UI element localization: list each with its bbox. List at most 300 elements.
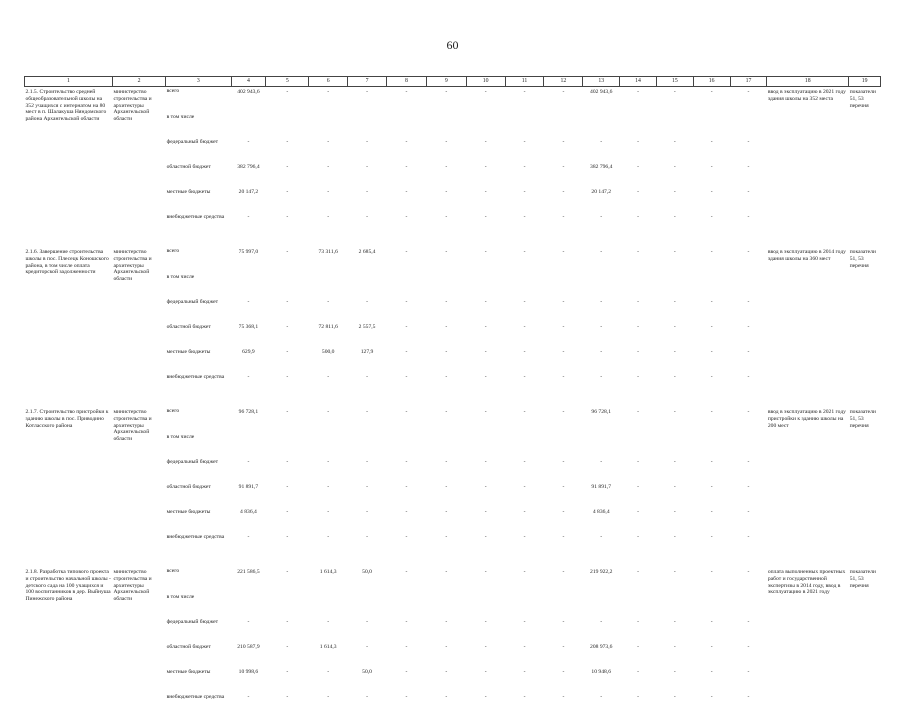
amount-cell: - — [656, 457, 693, 482]
amount-cell: - — [426, 347, 466, 372]
amount-cell — [386, 592, 426, 617]
amount-cell — [466, 592, 505, 617]
amount-cell: - — [730, 482, 767, 507]
spacer-cell — [25, 237, 881, 247]
amount-cell: - — [730, 372, 767, 397]
block-spacer — [25, 557, 881, 567]
amount-cell: - — [426, 567, 466, 592]
amount-cell: 91 891,7 — [231, 482, 266, 507]
amount-cell: - — [231, 532, 266, 557]
funding-source-cell: внебюджетные средства — [166, 692, 231, 717]
amount-cell: - — [505, 482, 544, 507]
amount-cell: - — [266, 212, 309, 237]
amount-cell: - — [693, 617, 730, 642]
spacer-cell — [25, 557, 881, 567]
amount-cell: - — [656, 617, 693, 642]
amount-cell: 96 728,1 — [583, 407, 620, 432]
amount-cell: - — [426, 457, 466, 482]
amount-cell: - — [426, 212, 466, 237]
funding-source-cell: внебюджетные средства — [166, 372, 231, 397]
amount-cell: - — [620, 617, 657, 642]
amount-cell: - — [693, 87, 730, 113]
amount-cell — [505, 432, 544, 457]
amount-cell: - — [466, 667, 505, 692]
amount-cell: - — [348, 187, 387, 212]
amount-cell: - — [693, 507, 730, 532]
amount-cell: - — [466, 642, 505, 667]
amount-cell: - — [544, 667, 583, 692]
amount-cell: - — [348, 692, 387, 717]
amount-cell: - — [266, 507, 309, 532]
amount-cell — [693, 112, 730, 137]
amount-cell: - — [583, 212, 620, 237]
amount-cell: - — [266, 567, 309, 592]
amount-cell: 4 836,4 — [231, 507, 266, 532]
amount-cell: - — [693, 667, 730, 692]
amount-cell: - — [583, 347, 620, 372]
amount-cell: - — [505, 372, 544, 397]
amount-cell: - — [505, 567, 544, 592]
expected-result-cell: ввод в эксплуатацию в 2021 году пристройки к зданию школы на 200 мест — [767, 407, 849, 557]
amount-cell: - — [466, 532, 505, 557]
amount-cell: - — [505, 137, 544, 162]
financing-row — [25, 567, 881, 592]
amount-cell: - — [231, 692, 266, 717]
amount-cell: - — [656, 212, 693, 237]
amount-cell — [656, 592, 693, 617]
indicators-cell: показатели 51, 53 перечня — [849, 87, 881, 238]
executor-cell: министерство строительства и архитектуры Архангельской области — [112, 87, 165, 238]
amount-cell: 402 943,6 — [583, 87, 620, 113]
amount-cell: - — [309, 617, 348, 642]
block-spacer — [25, 397, 881, 407]
amount-cell: - — [693, 162, 730, 187]
funding-source-cell: федеральный бюджет — [166, 137, 231, 162]
amount-cell: - — [426, 667, 466, 692]
amount-cell: 382 796,4 — [583, 162, 620, 187]
amount-cell: - — [386, 482, 426, 507]
amount-cell: - — [386, 507, 426, 532]
funding-source-cell: федеральный бюджет — [166, 297, 231, 322]
amount-cell: 127,9 — [348, 347, 387, 372]
amount-cell: - — [730, 187, 767, 212]
amount-cell: - — [544, 372, 583, 397]
amount-cell: - — [466, 247, 505, 272]
amount-cell: - — [505, 532, 544, 557]
amount-cell: - — [266, 162, 309, 187]
amount-cell: - — [544, 692, 583, 717]
amount-cell: 4 836,4 — [583, 507, 620, 532]
amount-cell: - — [693, 457, 730, 482]
amount-cell: - — [656, 667, 693, 692]
amount-cell: - — [730, 532, 767, 557]
amount-cell: 72 811,6 — [309, 322, 348, 347]
amount-cell — [730, 112, 767, 137]
amount-cell: - — [426, 187, 466, 212]
amount-cell: - — [466, 617, 505, 642]
amount-cell: - — [730, 137, 767, 162]
executor-cell: министерство строительства и архитектуры Архангельской области — [112, 567, 165, 717]
amount-cell: - — [309, 457, 348, 482]
amount-cell: - — [309, 667, 348, 692]
amount-cell: 2 685,4 — [348, 247, 387, 272]
indicators-cell: показатели 51, 53 перечня — [849, 247, 881, 397]
column-number-7: 7 — [348, 77, 387, 87]
amount-cell: - — [620, 642, 657, 667]
amount-cell: - — [656, 347, 693, 372]
amount-cell: - — [620, 247, 657, 272]
amount-cell: - — [266, 87, 309, 113]
amount-cell: - — [426, 137, 466, 162]
funding-source-cell: в том числе — [166, 112, 231, 137]
amount-cell — [656, 112, 693, 137]
amount-cell: - — [466, 507, 505, 532]
amount-cell: - — [386, 532, 426, 557]
column-number-13: 13 — [583, 77, 620, 87]
amount-cell: - — [266, 322, 309, 347]
funding-source-cell: местные бюджеты — [166, 347, 231, 372]
amount-cell — [620, 112, 657, 137]
amount-cell: - — [730, 457, 767, 482]
amount-cell: - — [544, 162, 583, 187]
amount-cell: 402 943,6 — [231, 87, 266, 113]
amount-cell — [620, 272, 657, 297]
amount-cell: - — [309, 407, 348, 432]
amount-cell: - — [544, 87, 583, 113]
amount-cell: 50,0 — [348, 567, 387, 592]
amount-cell: - — [505, 617, 544, 642]
column-number-15: 15 — [656, 77, 693, 87]
amount-cell — [466, 272, 505, 297]
amount-cell: - — [386, 407, 426, 432]
amount-cell — [309, 432, 348, 457]
amount-cell: - — [386, 372, 426, 397]
page-number: 60 — [0, 38, 905, 53]
amount-cell: - — [348, 137, 387, 162]
amount-cell: - — [426, 162, 466, 187]
amount-cell: - — [730, 617, 767, 642]
funding-source-cell: федеральный бюджет — [166, 617, 231, 642]
funding-source-cell: в том числе — [166, 432, 231, 457]
amount-cell: 96 728,1 — [231, 407, 266, 432]
amount-cell: - — [386, 87, 426, 113]
column-number-8: 8 — [386, 77, 426, 87]
amount-cell: - — [348, 617, 387, 642]
funding-source-cell: местные бюджеты — [166, 667, 231, 692]
amount-cell: - — [583, 137, 620, 162]
column-number-2: 2 — [112, 77, 165, 87]
amount-cell: - — [466, 187, 505, 212]
amount-cell — [505, 272, 544, 297]
amount-cell: - — [544, 457, 583, 482]
amount-cell: 208 973,6 — [583, 642, 620, 667]
amount-cell — [544, 112, 583, 137]
amount-cell: - — [693, 322, 730, 347]
amount-cell: - — [231, 457, 266, 482]
funding-source-cell: всего — [166, 567, 231, 592]
amount-cell: - — [386, 692, 426, 717]
amount-cell: - — [730, 87, 767, 113]
amount-cell: - — [583, 247, 620, 272]
amount-cell: - — [309, 532, 348, 557]
amount-cell: - — [309, 212, 348, 237]
amount-cell: - — [544, 642, 583, 667]
expected-result-cell: ввод в эксплуатацию в 2014 году здания школы на 360 мест — [767, 247, 849, 397]
amount-cell: - — [466, 407, 505, 432]
amount-cell: - — [231, 297, 266, 322]
amount-cell: 382 796,4 — [231, 162, 266, 187]
column-number-10: 10 — [466, 77, 505, 87]
amount-cell — [620, 432, 657, 457]
amount-cell: - — [693, 212, 730, 237]
amount-cell — [693, 592, 730, 617]
amount-cell: - — [426, 642, 466, 667]
amount-cell: 75 997,0 — [231, 247, 266, 272]
amount-cell: - — [620, 187, 657, 212]
amount-cell: - — [386, 187, 426, 212]
amount-cell: 10 998,6 — [231, 667, 266, 692]
amount-cell — [266, 272, 309, 297]
amount-cell: - — [505, 162, 544, 187]
amount-cell: - — [348, 642, 387, 667]
amount-cell — [426, 592, 466, 617]
amount-cell: - — [309, 692, 348, 717]
table-body — [25, 87, 881, 717]
amount-cell: - — [693, 137, 730, 162]
financing-row — [25, 87, 881, 113]
amount-cell: - — [544, 617, 583, 642]
amount-cell: - — [730, 642, 767, 667]
column-number-19: 19 — [849, 77, 881, 87]
amount-cell: - — [466, 692, 505, 717]
amount-cell: - — [426, 87, 466, 113]
amount-cell: - — [583, 372, 620, 397]
measure-name-cell: 2.1.6. Завершение строительства школы в пос. Плесецк Коношского района, в том числе оплата кредиторской задолженности — [25, 247, 113, 397]
amount-cell: - — [231, 617, 266, 642]
amount-cell: - — [693, 407, 730, 432]
amount-cell: - — [730, 692, 767, 717]
amount-cell: - — [266, 482, 309, 507]
amount-cell: - — [266, 692, 309, 717]
funding-source-cell: в том числе — [166, 592, 231, 617]
amount-cell — [426, 432, 466, 457]
amount-cell: - — [386, 297, 426, 322]
amount-cell: - — [231, 372, 266, 397]
amount-cell: - — [693, 567, 730, 592]
amount-cell — [266, 432, 309, 457]
amount-cell: - — [505, 642, 544, 667]
amount-cell: - — [583, 692, 620, 717]
financing-row — [25, 407, 881, 432]
amount-cell: - — [583, 532, 620, 557]
amount-cell: - — [426, 372, 466, 397]
amount-cell: - — [620, 482, 657, 507]
amount-cell: 221 586,5 — [231, 567, 266, 592]
amount-cell — [266, 112, 309, 137]
amount-cell: - — [544, 347, 583, 372]
amount-cell — [386, 112, 426, 137]
amount-cell: - — [693, 372, 730, 397]
amount-cell: 20 147,2 — [583, 187, 620, 212]
amount-cell — [544, 592, 583, 617]
amount-cell: - — [466, 87, 505, 113]
amount-cell: - — [348, 507, 387, 532]
amount-cell: - — [505, 322, 544, 347]
amount-cell: - — [309, 162, 348, 187]
amount-cell: - — [266, 137, 309, 162]
amount-cell: - — [309, 137, 348, 162]
amount-cell: - — [620, 87, 657, 113]
amount-cell: - — [231, 212, 266, 237]
amount-cell: - — [466, 347, 505, 372]
amount-cell: - — [426, 297, 466, 322]
amount-cell: - — [656, 567, 693, 592]
amount-cell: - — [656, 297, 693, 322]
amount-cell: - — [505, 407, 544, 432]
amount-cell: - — [466, 457, 505, 482]
amount-cell: - — [266, 247, 309, 272]
amount-cell: 75 368,1 — [231, 322, 266, 347]
amount-cell: - — [505, 347, 544, 372]
amount-cell: - — [693, 297, 730, 322]
amount-cell: - — [730, 162, 767, 187]
amount-cell: - — [730, 347, 767, 372]
amount-cell — [505, 112, 544, 137]
amount-cell — [348, 112, 387, 137]
amount-cell: - — [620, 667, 657, 692]
amount-cell: - — [620, 297, 657, 322]
amount-cell: 210 587,9 — [231, 642, 266, 667]
amount-cell: - — [386, 347, 426, 372]
amount-cell: - — [505, 212, 544, 237]
column-number-9: 9 — [426, 77, 466, 87]
amount-cell: - — [386, 247, 426, 272]
amount-cell: - — [656, 187, 693, 212]
amount-cell: - — [348, 297, 387, 322]
amount-cell: - — [730, 247, 767, 272]
amount-cell — [620, 592, 657, 617]
amount-cell: - — [620, 322, 657, 347]
amount-cell — [348, 592, 387, 617]
amount-cell — [730, 272, 767, 297]
amount-cell: 91 891,7 — [583, 482, 620, 507]
amount-cell: 500,0 — [309, 347, 348, 372]
amount-cell: - — [730, 322, 767, 347]
amount-cell: - — [620, 532, 657, 557]
program-table-container — [24, 76, 881, 717]
amount-cell: - — [505, 692, 544, 717]
amount-cell: - — [348, 532, 387, 557]
amount-cell: 20 147,2 — [231, 187, 266, 212]
amount-cell: - — [544, 212, 583, 237]
amount-cell: - — [693, 482, 730, 507]
amount-cell — [266, 592, 309, 617]
amount-cell: - — [656, 507, 693, 532]
funding-source-cell: областной бюджет — [166, 642, 231, 667]
amount-cell: - — [348, 457, 387, 482]
amount-cell: - — [426, 247, 466, 272]
amount-cell: - — [656, 407, 693, 432]
amount-cell: - — [583, 297, 620, 322]
amount-cell: - — [544, 507, 583, 532]
amount-cell: - — [309, 507, 348, 532]
amount-cell: 1 614,3 — [309, 567, 348, 592]
column-number-4: 4 — [231, 77, 266, 87]
amount-cell: - — [544, 532, 583, 557]
amount-cell: - — [426, 532, 466, 557]
amount-cell — [231, 432, 266, 457]
amount-cell: - — [730, 212, 767, 237]
amount-cell: - — [266, 297, 309, 322]
amount-cell: - — [620, 692, 657, 717]
amount-cell: - — [544, 567, 583, 592]
amount-cell: - — [386, 162, 426, 187]
funding-source-cell: всего — [166, 247, 231, 272]
column-number-3: 3 — [166, 77, 231, 87]
funding-source-cell: областной бюджет — [166, 322, 231, 347]
amount-cell — [583, 272, 620, 297]
amount-cell: - — [386, 322, 426, 347]
amount-cell: - — [544, 297, 583, 322]
column-number-5: 5 — [266, 77, 309, 87]
amount-cell — [426, 272, 466, 297]
amount-cell: - — [656, 642, 693, 667]
amount-cell: - — [386, 137, 426, 162]
amount-cell: - — [386, 617, 426, 642]
amount-cell: - — [348, 87, 387, 113]
amount-cell — [505, 592, 544, 617]
funding-source-cell: федеральный бюджет — [166, 457, 231, 482]
column-number-17: 17 — [730, 77, 767, 87]
amount-cell: - — [693, 692, 730, 717]
amount-cell: - — [730, 407, 767, 432]
amount-cell: - — [426, 692, 466, 717]
amount-cell — [466, 432, 505, 457]
measure-name-cell: 2.1.5. Строительство средней общеобразовательной школы на 352 учащихся с интернатом на 80 мест в п. Шалакуша Няндомского района Архангельской области — [25, 87, 113, 238]
amount-cell: - — [466, 322, 505, 347]
amount-cell: - — [544, 482, 583, 507]
amount-cell: - — [505, 87, 544, 113]
amount-cell: - — [466, 162, 505, 187]
amount-cell: - — [266, 667, 309, 692]
amount-cell: - — [426, 407, 466, 432]
amount-cell: - — [656, 482, 693, 507]
amount-cell — [544, 272, 583, 297]
amount-cell: - — [266, 372, 309, 397]
amount-cell: - — [620, 347, 657, 372]
amount-cell: - — [466, 137, 505, 162]
amount-cell: - — [656, 692, 693, 717]
amount-cell: - — [266, 617, 309, 642]
amount-cell — [348, 432, 387, 457]
amount-cell: - — [266, 532, 309, 557]
block-spacer — [25, 237, 881, 247]
funding-source-cell: всего — [166, 87, 231, 113]
funding-source-cell: областной бюджет — [166, 482, 231, 507]
amount-cell: 50,0 — [348, 667, 387, 692]
column-number-16: 16 — [693, 77, 730, 87]
amount-cell — [466, 112, 505, 137]
funding-source-cell: внебюджетные средства — [166, 212, 231, 237]
amount-cell: 1 614,3 — [309, 642, 348, 667]
expected-result-cell: ввод в эксплуатацию в 2021 году здания школы на 352 места — [767, 87, 849, 238]
amount-cell: - — [693, 642, 730, 667]
amount-cell: - — [730, 297, 767, 322]
amount-cell: - — [309, 87, 348, 113]
amount-cell: - — [620, 162, 657, 187]
amount-cell: - — [309, 372, 348, 397]
amount-cell: - — [544, 187, 583, 212]
